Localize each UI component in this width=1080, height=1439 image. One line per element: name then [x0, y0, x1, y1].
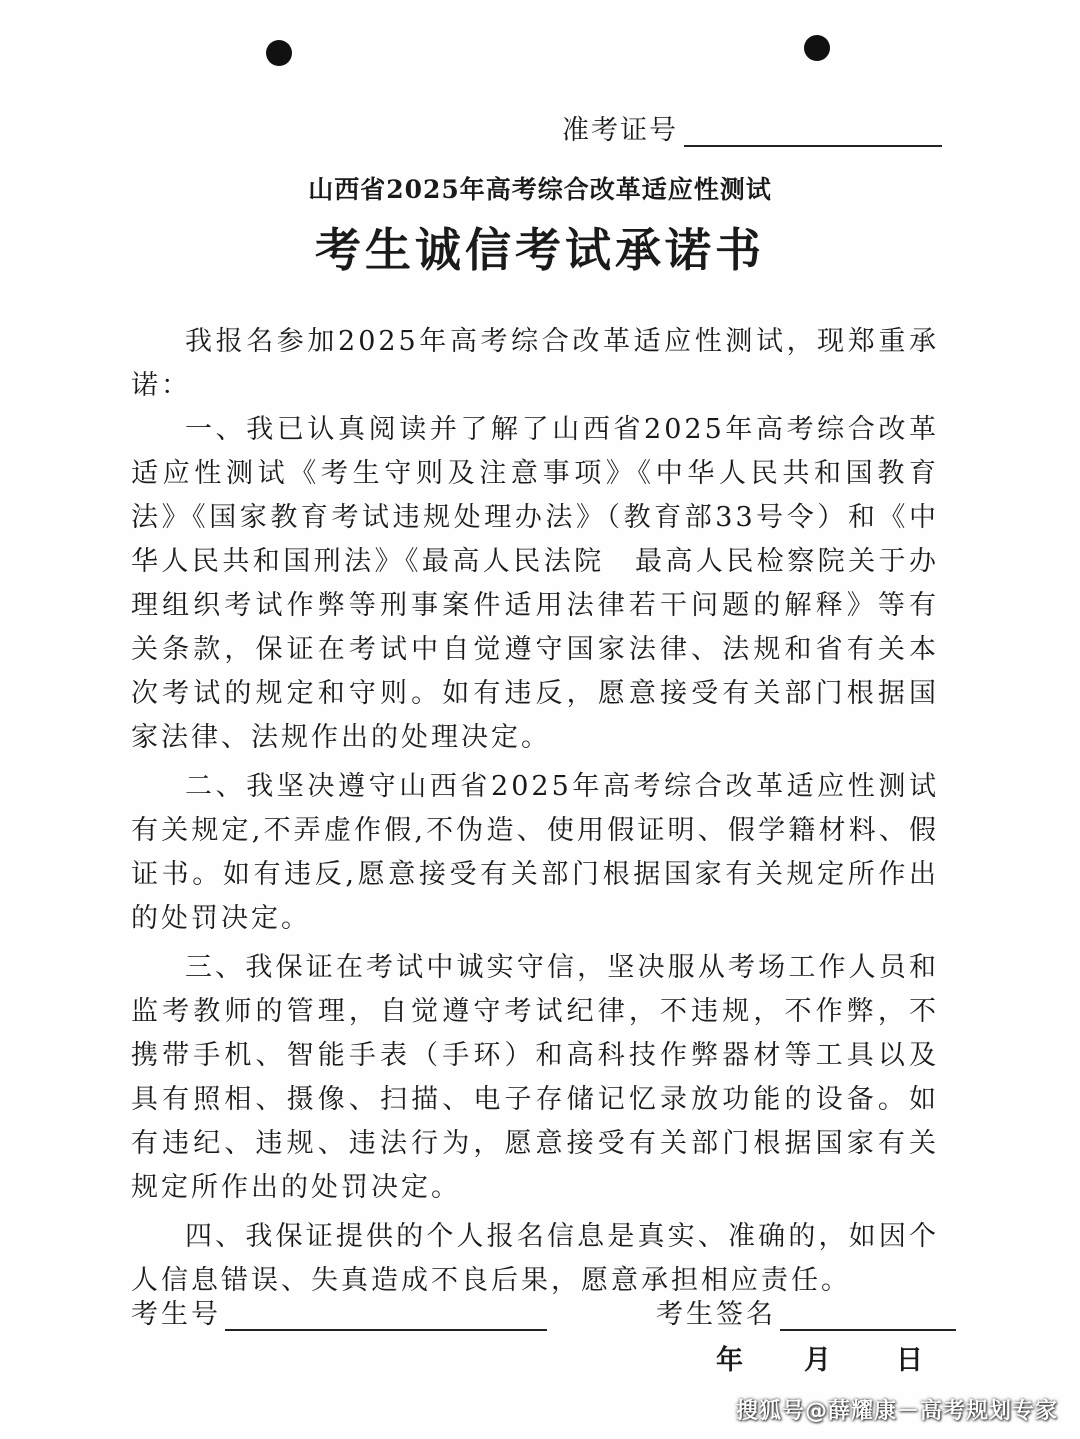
- pledge-intro: 我报名参加2025年高考综合改革适应性测试，现郑重承诺：: [131, 326, 939, 401]
- date-day-label: 日: [896, 1345, 923, 1376]
- admission-number-label: 准考证号: [562, 115, 678, 146]
- date-year-label: 年: [716, 1345, 743, 1376]
- date-month-label: 月: [804, 1345, 831, 1376]
- signature-field: [656, 1292, 956, 1331]
- student-number-blank: [225, 1299, 547, 1331]
- source-watermark: 搜狐号@薛耀康－高考规划专家: [735, 1399, 1058, 1424]
- punch-hole-left: [266, 40, 292, 66]
- pledge-item-1: 一、我已认真阅读并了解了山西省2025年高考综合改革适应性测试《考生守则及注意事项》《中华人民共和国教育法》《国家教育考试违规处理办法》（教育部33号令）和《中华人民共和国刑法》《最高人民法院 最高人民检察院关于办理组织考试作弊等刑事案件适用法律若干问题的解释》等有关条款，保证在考试中自觉遵守国家法律、法规和省有关本次考试的规定和守则。如有违反，愿意接受有关部门根据国家法律、法规作出的处理决定。: [131, 414, 939, 753]
- pledge-item-3: 三、我保证在考试中诚实守信，坚决服从考场工作人员和监考教师的管理，自觉遵守考试纪律，不违规，不作弊，不携带手机、智能手表（手环）和高科技作弊器材等工具以及具有照相、摄像、扫描、电子存储记忆录放功能的设备。如有违纪、违规、违法行为，愿意接受有关部门根据国家有关规定所作出的处罚决定。: [131, 952, 939, 1203]
- document-subtitle: 山西省2025年高考综合改革适应性测试: [308, 175, 772, 204]
- pledge-item-2: 二、我坚决遵守山西省2025年高考综合改革适应性测试有关规定,不弄虚作假,不伪造、使用假证明、假学籍材料、假证书。如有违反,愿意接受有关部门根据国家有关规定所作出的处罚决定。: [131, 771, 939, 934]
- student-number-field: [131, 1292, 547, 1331]
- pledge-body: [131, 320, 939, 1303]
- student-number-label: 考生号: [131, 1299, 221, 1330]
- punch-hole-right: [804, 35, 830, 61]
- signature-label: 考生签名: [656, 1299, 776, 1330]
- document-title: 考生诚信考试承诺书: [315, 223, 765, 277]
- admission-number-field: [562, 108, 942, 147]
- pledge-item-4: 四、我保证提供的个人报名信息是真实、准确的，如因个人信息错误、失真造成不良后果，愿意承担相应责任。: [131, 1221, 939, 1296]
- signature-blank: [780, 1299, 956, 1331]
- admission-number-blank: [684, 117, 942, 147]
